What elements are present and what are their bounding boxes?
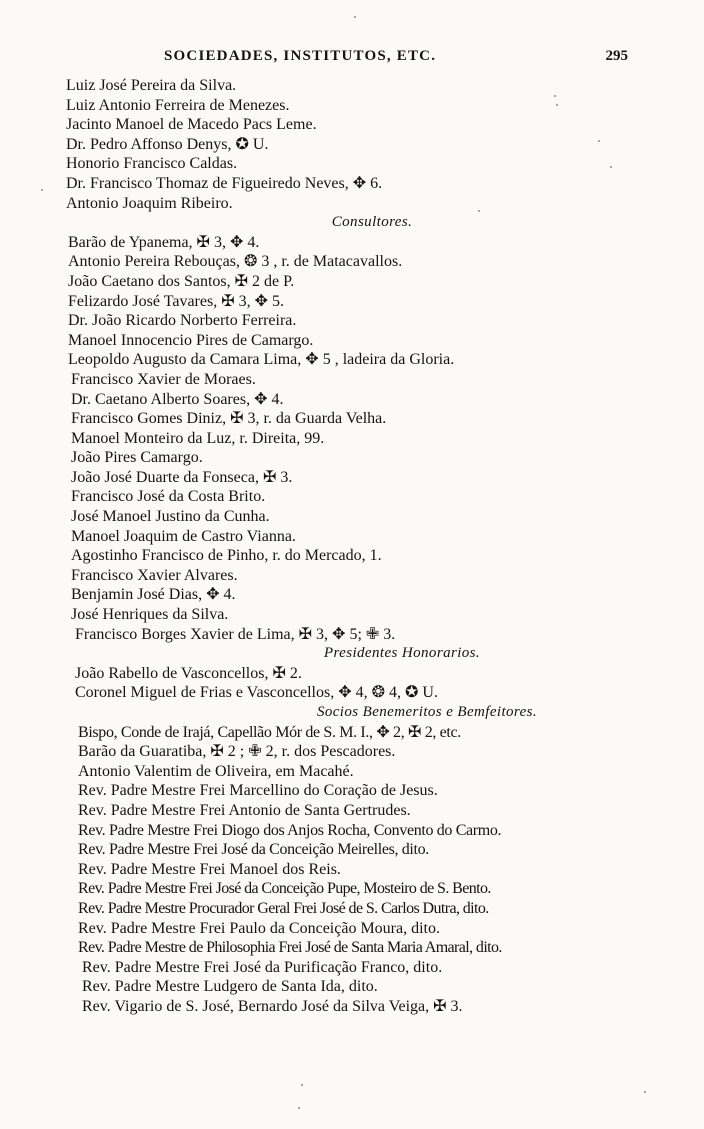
list-item: Dr. Caetano Alberto Soares, ✥ 4. <box>71 390 284 408</box>
list-item: Benjamin José Dias, ✥ 4. <box>71 586 236 604</box>
section-heading-text: Presidentes Honorarios. <box>323 645 481 662</box>
list-item: Barão da Guaratiba, ✠ 2 ; ✙ 2, r. dos Pescadores. <box>78 743 396 761</box>
paper-speck <box>301 1084 303 1086</box>
list-item: Felizardo José Tavares, ✠ 3, ✥ 5. <box>68 292 285 310</box>
list-item: Rev. Padre Mestre Frei José da Purificação Franco, dito. <box>82 958 443 976</box>
list-item: Rev. Padre Mestre Ludgero de Santa Ida, dito. <box>82 978 378 996</box>
paper-speck <box>41 189 43 191</box>
list-item: Antonio Pereira Rebouças, ❂ 3 , r. de Matacavallos. <box>68 253 403 271</box>
list-item: Manoel Monteiro da Luz, r. Direita, 99. <box>71 429 325 447</box>
list-item: João Caetano dos Santos, ✠ 2 de P. <box>68 272 295 290</box>
list-item: Dr. João Ricardo Norberto Ferreira. <box>68 312 297 330</box>
paper-speck <box>644 1091 646 1093</box>
list-item: Rev. Padre Mestre Frei José da Conceição Meirelles, dito. <box>78 841 429 859</box>
list-item: Barão de Ypanema, ✠ 3, ✥ 4. <box>68 233 260 251</box>
section-heading-text: Socios Benemeritos e Bemfeitores. <box>316 704 538 720</box>
section-heading-presidentes <box>0 644 704 664</box>
list-item: Antonio Joaquim Ribeiro. <box>66 194 233 212</box>
list-item: Leopoldo Augusto da Camara Lima, ✥ 5 , ladeira da Gloria. <box>68 351 455 369</box>
list-item: Francisco José da Costa Brito. <box>71 488 266 506</box>
list-item: Francisco Borges Xavier de Lima, ✠ 3, ✥ 5; ✙ 3. <box>75 625 396 643</box>
page-number: 295 <box>605 48 628 64</box>
list-item: Coronel Miguel de Frias e Vasconcellos, ✥ 4, ❂ 4, ✪ U. <box>75 684 438 702</box>
list-item: José Manoel Justino da Cunha. <box>71 508 270 526</box>
page-header <box>60 48 640 70</box>
list-item: João Pires Camargo. <box>71 449 203 467</box>
list-item: Manoel Joaquim de Castro Vianna. <box>71 527 296 545</box>
section-heading-text: Consultores. <box>331 214 413 231</box>
list-item: Honorio Francisco Caldas. <box>66 155 238 173</box>
list-item: Rev. Padre Mestre Frei Marcellino do Coração de Jesus. <box>78 782 438 800</box>
list-item: Bispo, Conde de Irajá, Capellão Mór de S. M. I., ✥ 2, ✠ 2, etc. <box>78 723 461 741</box>
paper-speck <box>610 166 612 168</box>
list-item: Rev. Padre Mestre Frei Antonio de Santa Gertrudes. <box>78 801 411 819</box>
list-item: Francisco Xavier Alvares. <box>71 566 238 584</box>
member-list <box>0 76 704 1017</box>
list-item: Dr. Francisco Thomaz de Figueiredo Neves, ✥ 6. <box>66 174 383 192</box>
list-item: Antonio Valentim de Oliveira, em Macahé. <box>78 762 354 780</box>
list-item: Rev. Vigario de S. José, Bernardo José da Silva Veiga, ✠ 3. <box>82 997 463 1015</box>
paper-speck <box>298 1107 300 1109</box>
list-item: Francisco Gomes Diniz, ✠ 3, r. da Guarda Velha. <box>71 410 387 428</box>
list-item: Jacinto Manoel de Macedo Pacs Leme. <box>66 116 317 134</box>
list-item: Dr. Pedro Affonso Denys, ✪ U. <box>66 135 269 153</box>
paper-speck <box>478 210 480 212</box>
list-item: Agostinho Francisco de Pinho, r. do Mercado, 1. <box>71 547 382 565</box>
paper-speck <box>354 16 356 18</box>
paper-speck <box>556 104 558 106</box>
list-item: Rev. Padre Mestre Frei José da Conceição Pupe, Mosteiro de S. Bento. <box>78 880 491 898</box>
section-heading-consultores <box>0 213 704 233</box>
list-item: Francisco Xavier de Moraes. <box>71 370 256 388</box>
paper-speck <box>554 95 556 97</box>
paper-speck <box>598 140 600 142</box>
list-item: Rev. Padre Mestre Frei Diogo dos Anjos Rocha, Convento do Carmo. <box>78 821 502 839</box>
list-item: João Rabello de Vasconcellos, ✠ 2. <box>75 664 302 682</box>
list-item: Manoel Innocencio Pires de Camargo. <box>68 331 314 349</box>
list-item: Rev. Padre Mestre Procurador Geral Frei José de S. Carlos Dutra, dito. <box>78 899 489 917</box>
section-heading-socios <box>0 703 704 723</box>
list-item: Luiz José Pereira da Silva. <box>66 77 237 94</box>
list-item: Luiz Antonio Ferreira de Menezes. <box>66 96 290 114</box>
running-head: SOCIEDADES, INSTITUTOS, ETC. <box>164 48 437 64</box>
list-item: Rev. Padre Mestre de Philosophia Frei José de Santa Maria Amaral, dito. <box>78 939 502 957</box>
list-item: Rev. Padre Mestre Frei Manoel dos Reis. <box>78 860 341 878</box>
list-item: José Henriques da Silva. <box>71 606 229 624</box>
list-item: Rev. Padre Mestre Frei Paulo da Conceição Moura, dito. <box>78 919 440 937</box>
list-item: João José Duarte da Fonseca, ✠ 3. <box>71 468 293 486</box>
